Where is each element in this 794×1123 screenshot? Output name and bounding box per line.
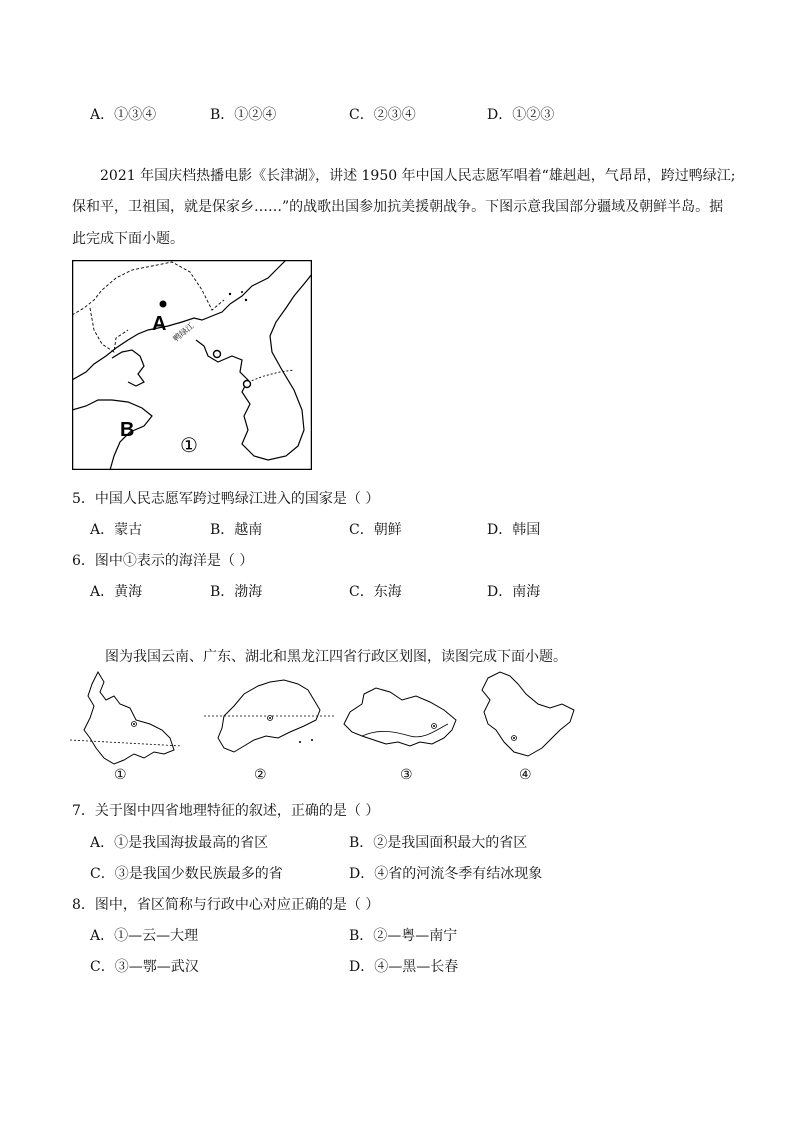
q6-option-a[interactable]: A．黄海 <box>90 584 143 600</box>
q5-stem: 5．中国人民志愿军跨过鸭绿江进入的国家是（ ） <box>72 491 380 507</box>
q7-option-c[interactable]: C．③是我国少数民族最多的省 <box>90 866 283 882</box>
option-b[interactable]: B．①②④ <box>210 107 277 123</box>
q8-stem: 8．图中，省区简称与行政中心对应正确的是（ ） <box>72 897 380 913</box>
option-d[interactable]: D．①②③ <box>487 107 555 123</box>
map-label-b: B <box>120 419 135 441</box>
q8-option-d[interactable]: D．④—黑—长春 <box>349 959 459 975</box>
korea-map <box>72 260 312 470</box>
river-label: 鸭绿江 <box>171 321 196 344</box>
province-map-hubei <box>340 684 465 764</box>
passage2: 图为我国云南、广东、湖北和黑龙江四省行政区划图，读图完成下面小题。 <box>105 649 567 665</box>
province-label-1: ① <box>114 767 127 783</box>
q5-option-b[interactable]: B．越南 <box>210 522 263 538</box>
q5-option-a[interactable]: A．蒙古 <box>90 522 143 538</box>
map-label-sea: ① <box>180 433 198 457</box>
q5-option-c[interactable]: C．朝鲜 <box>349 522 402 538</box>
q7-stem: 7．关于图中四省地理特征的叙述，正确的是（ ） <box>72 803 380 819</box>
province-map-yunnan <box>70 668 182 772</box>
q6-option-d[interactable]: D．南海 <box>487 584 541 600</box>
province-label-3: ③ <box>400 767 413 783</box>
q7-option-a[interactable]: A．①是我国海拔最高的省区 <box>90 835 269 851</box>
q8-option-a[interactable]: A．①—云—大理 <box>90 928 199 944</box>
passage1-line2: 保和平，卫祖国，就是保家乡……”的战歌出国参加抗美援朝战争。下图示意我国部分疆域及朝鲜半岛。据 <box>72 199 724 215</box>
q8-option-c[interactable]: C．③—鄂—武汉 <box>90 959 199 975</box>
province-map-heilongjiang <box>474 668 580 770</box>
option-a[interactable]: A．①③④ <box>90 107 157 123</box>
province-label-2: ② <box>254 767 267 783</box>
q6-option-c[interactable]: C．东海 <box>349 584 402 600</box>
option-c[interactable]: C．②③④ <box>349 107 416 123</box>
province-label-4: ④ <box>519 767 532 783</box>
q8-option-b[interactable]: B．②—粤—南宁 <box>349 928 458 944</box>
passage1-line3: 此完成下面小题。 <box>72 231 184 247</box>
q6-option-b[interactable]: B．渤海 <box>210 584 263 600</box>
q7-option-d[interactable]: D．④省的河流冬季有结冰现象 <box>349 866 543 882</box>
province-map-guangdong <box>204 676 334 764</box>
map-label-a: A <box>152 313 167 335</box>
passage1-line1: 2021 年国庆档热播电影《长津湖》，讲述 1950 年中国人民志愿军唱着“雄赳赳，气昂昂，跨过鸭绿江; <box>100 168 736 184</box>
q7-option-b[interactable]: B．②是我国面积最大的省区 <box>349 835 528 851</box>
q6-stem: 6．图中①表示的海洋是（ ） <box>72 553 254 569</box>
q5-option-d[interactable]: D．韩国 <box>487 522 541 538</box>
